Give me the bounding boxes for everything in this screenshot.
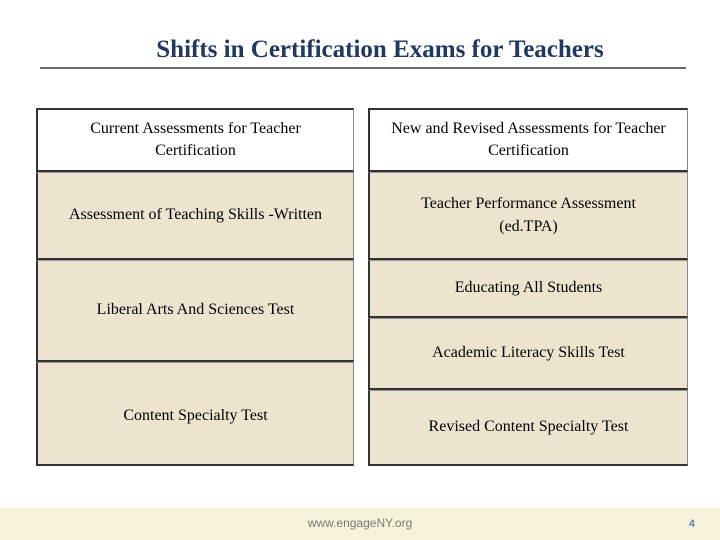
- right-item-revised-content-specialty: [368, 390, 688, 466]
- right-item-educating-all-students: [368, 260, 688, 318]
- right-item-text: Academic Literacy Skills Test: [432, 344, 625, 362]
- left-column-header: [36, 108, 354, 172]
- left-column-header-text: Current Assessments for Teacher Certification: [90, 119, 301, 159]
- right-item-academic-literacy: [368, 318, 688, 390]
- right-item-text: Revised Content Specialty Test: [428, 418, 629, 436]
- left-item-text: Content Specialty Test: [123, 407, 268, 424]
- right-item-text: Teacher Performance Assessment (ed.TPA): [421, 195, 636, 235]
- right-column-header-text: New and Revised Assessments for Teacher Certification: [391, 119, 666, 159]
- left-item-liberal-arts: [36, 260, 354, 362]
- left-item-content-specialty: [36, 362, 354, 466]
- right-item-text: Educating All Students: [454, 279, 603, 297]
- right-item-edtpa: [368, 172, 688, 260]
- footer-url: www.engageNY.org: [307, 516, 413, 530]
- slide-title: Shifts in Certification Exams for Teachers: [156, 36, 604, 63]
- left-item-text: Liberal Arts And Sciences Test: [96, 301, 295, 319]
- left-item-text: Assessment of Teaching Skills -Written: [68, 206, 322, 224]
- left-item-teaching-skills: [36, 172, 354, 260]
- title-divider: [40, 67, 686, 69]
- right-column-header: [368, 108, 688, 172]
- page-number: 4: [688, 518, 695, 530]
